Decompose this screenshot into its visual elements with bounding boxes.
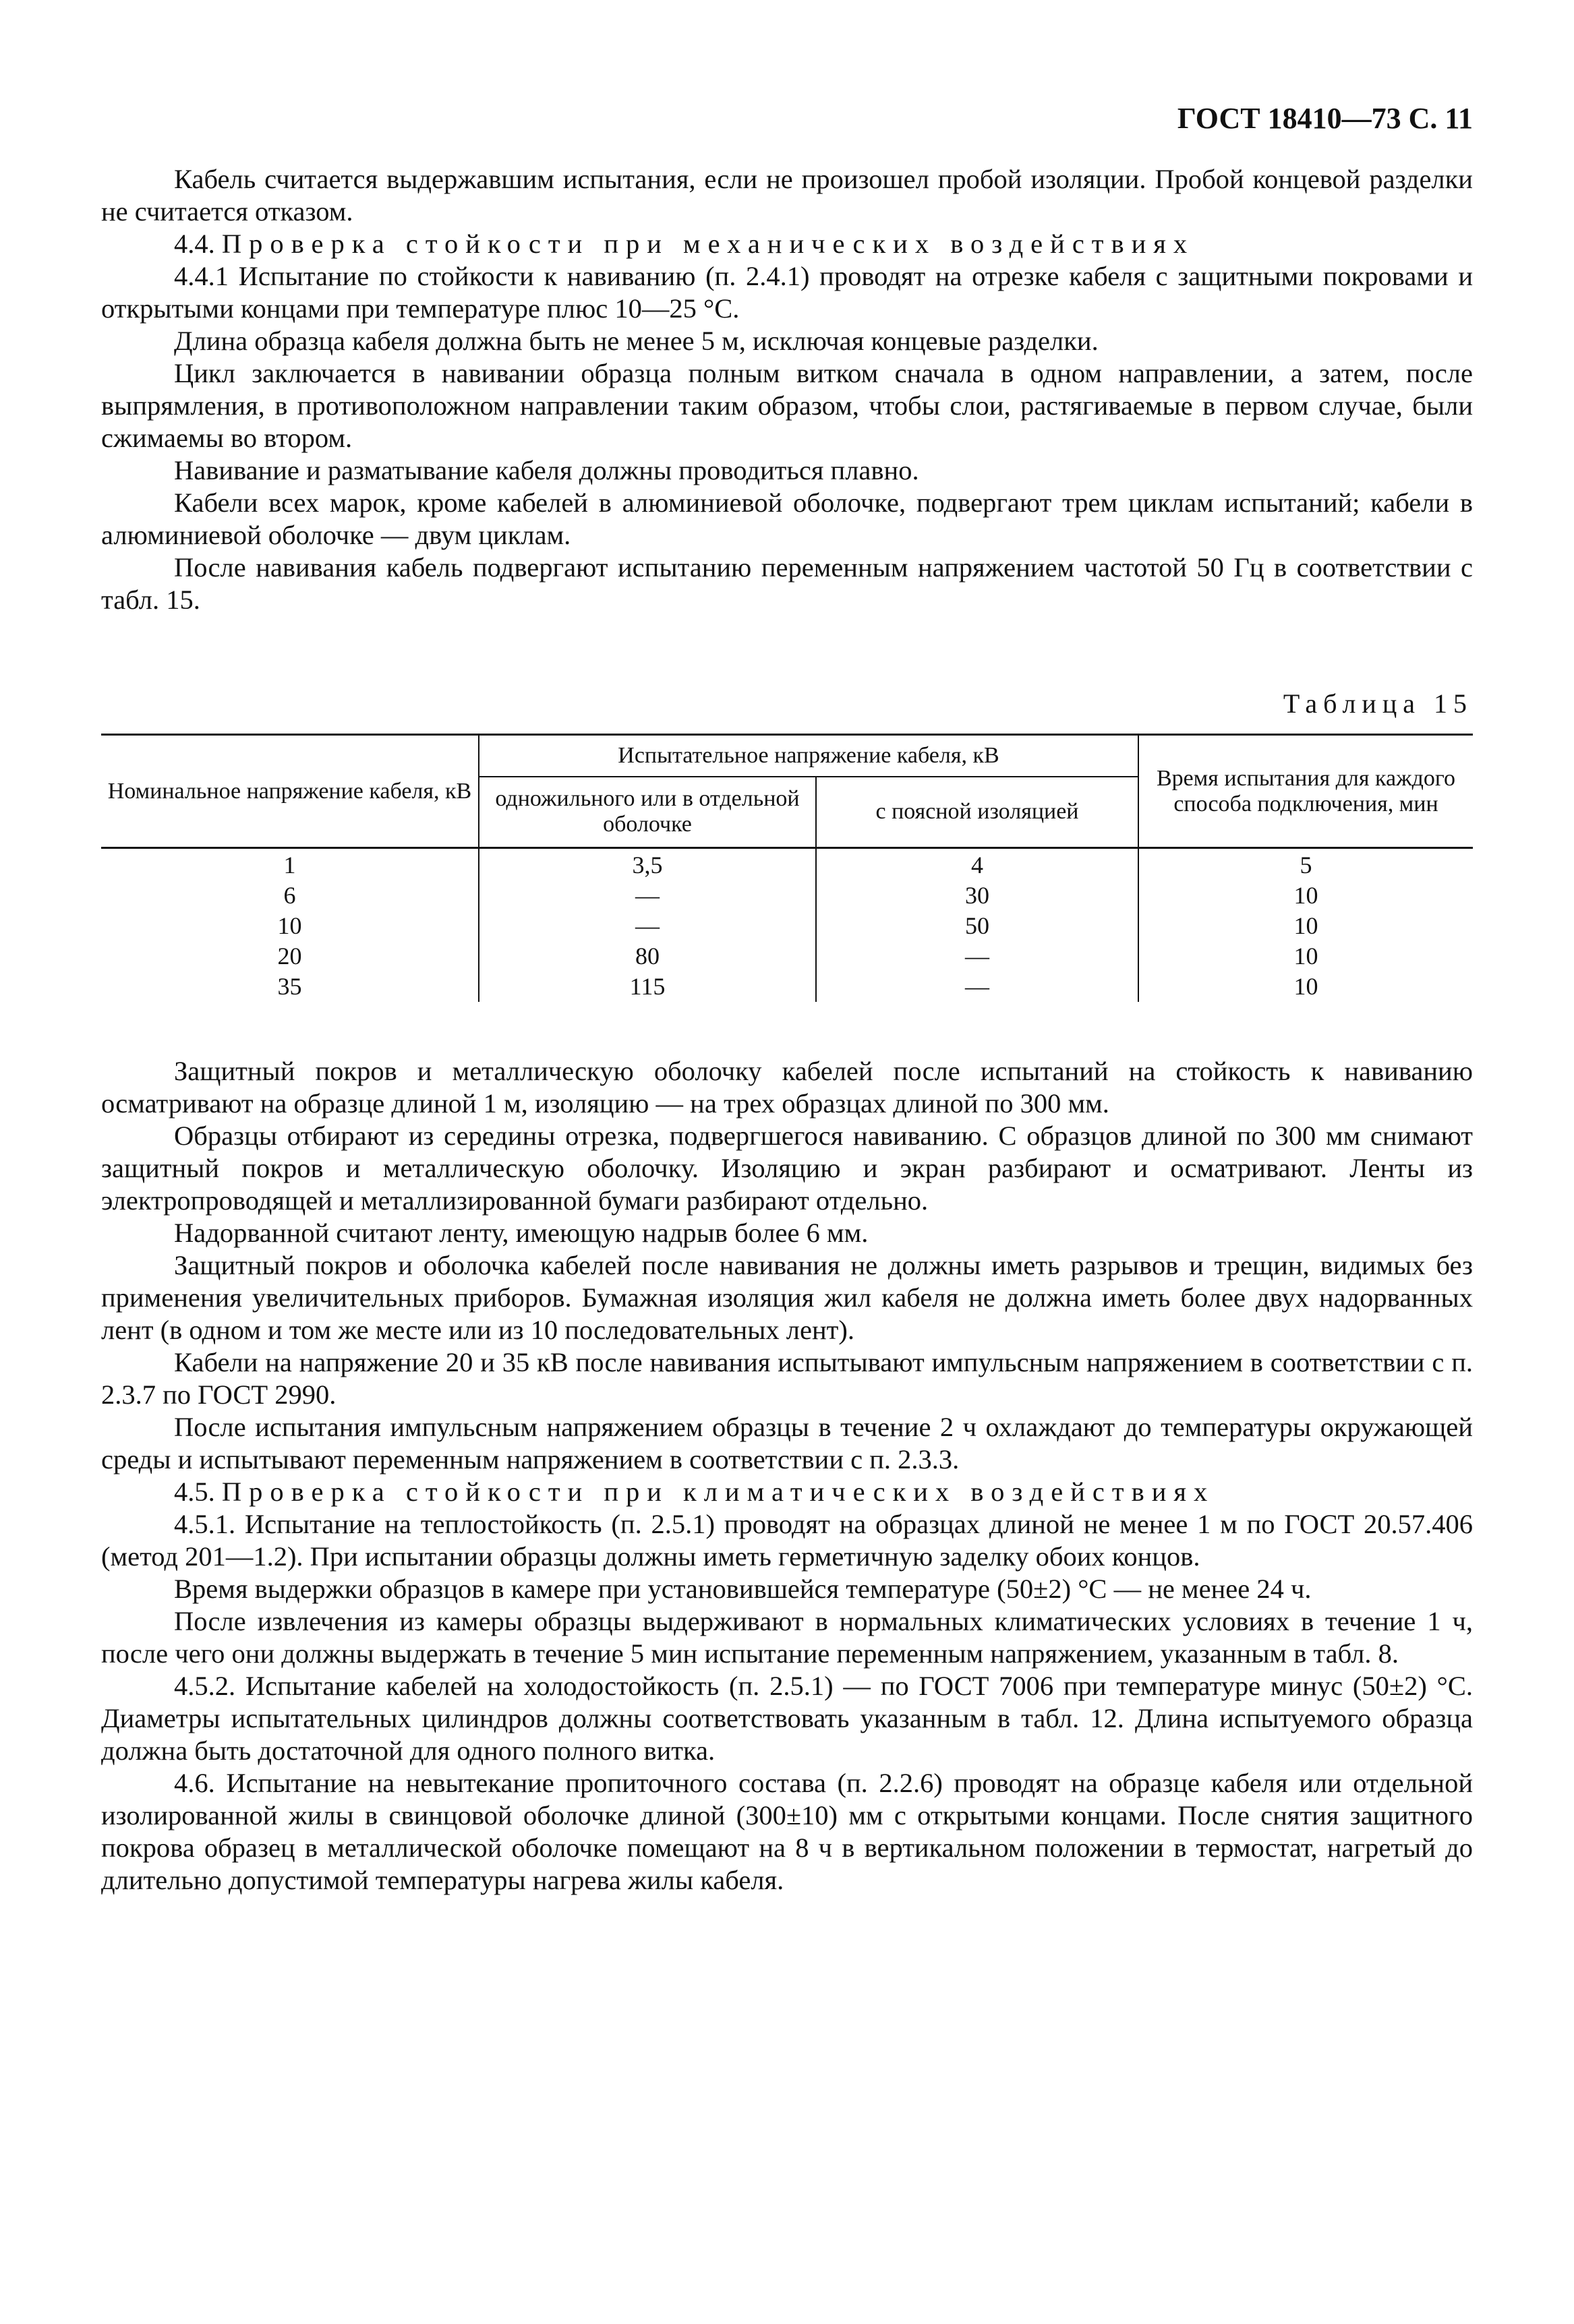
cell-nominal-voltage: 1 xyxy=(101,848,479,881)
table-body xyxy=(101,848,1473,1003)
test-voltage-table xyxy=(101,734,1473,1002)
cell-test-time: 5 xyxy=(1300,852,1312,878)
section-number: 4.4. xyxy=(174,229,215,259)
cell-single-core-voltage: 80 xyxy=(479,941,816,972)
section-heading xyxy=(101,1476,1473,1508)
cell-belt-voltage: 30 xyxy=(816,881,1138,911)
paragraph: Кабель считается выдержавшим испытания, если не произошел пробой изоляции. Пробой концевой разделки не считается отказом. xyxy=(101,164,1473,227)
paragraph: Навивание и разматывание кабеля должны проводиться плавно. xyxy=(174,455,919,485)
cell-single-core-voltage: 3,5 xyxy=(479,848,816,881)
paragraph: Кабели на напряжение 20 и 35 кВ после навивания испытывают импульсным напряжением в соответствии с п. 2.3.7 по ГОСТ 2990. xyxy=(101,1347,1473,1410)
cell-test-time: 10 xyxy=(1293,943,1318,970)
cell-single-core-voltage: — xyxy=(479,881,816,911)
table-row xyxy=(101,911,1473,941)
paragraph: 4.5.2. Испытание кабелей на холодостойкость (п. 2.5.1) — по ГОСТ 7006 при температуре минус (50±2) °С. Диаметры испытательных цилиндров должны соответствовать указанным в табл. 12. Длина испытуемого образца должна быть достаточной для одного полного витка. xyxy=(101,1671,1473,1766)
cell-nominal-voltage: 20 xyxy=(101,941,479,972)
section-title: Проверка стойкости при климатических воздействиях xyxy=(221,1477,1215,1507)
paragraph: 4.4.1 Испытание по стойкости к навиванию (п. 2.4.1) проводят на отрезке кабеля с защитными покровами и открытыми концами при температуре плюс 10—25 °С. xyxy=(101,261,1473,324)
col-nominal-voltage-header: Номинальное напряжение кабеля, кВ xyxy=(101,735,479,848)
col-belt-insulation-header: с поясной изоляцией xyxy=(816,777,1138,848)
paragraph: Защитный покров и оболочка кабелей после навивания не должны иметь разрывов и трещин, видимых без применения увеличительных приборов. Бумажная изоляция жил кабеля не должна иметь более двух надорванных лент (в одном и том же месте или из 10 последовательных лент). xyxy=(101,1250,1473,1345)
body-text-part1 xyxy=(101,163,1473,616)
cell-test-time: 10 xyxy=(1293,882,1318,909)
paragraph: 4.6. Испытание на невытекание пропиточного состава (п. 2.2.6) проводят на образце кабеля или отдельной изолированной жилы в свинцовой оболочке длиной (300±10) мм с открытыми концами. После снятия защитного покрова образец в металлической оболочке помещают на 8 ч в вертикальном положении в термостат, нагретый до длительно допустимой температуры нагрева жилы кабеля. xyxy=(101,1768,1473,1895)
col-test-time-header: Время испытания для каждого способа подключения, мин xyxy=(1138,735,1473,848)
paragraph: Длина образца кабеля должна быть не менее 5 м, исключая концевые разделки. xyxy=(174,326,1099,356)
section-heading xyxy=(101,228,1473,260)
paragraph: Надорванной считают ленту, имеющую надрыв более 6 мм. xyxy=(174,1218,869,1248)
table-row xyxy=(101,848,1473,881)
paragraph: После навивания кабель подвергают испытанию переменным напряжением частотой 50 Гц в соответствии с табл. 15. xyxy=(101,552,1473,615)
section-title: Проверка стойкости при механических воздействиях xyxy=(221,229,1195,259)
cell-nominal-voltage: 6 xyxy=(101,881,479,911)
col-single-core-header: одножильного или в отдельной оболочке xyxy=(479,777,816,848)
cell-test-time: 10 xyxy=(1293,912,1318,939)
paragraph: 4.5.1. Испытание на теплостойкость (п. 2.5.1) проводят на образцах длиной не менее 1 м по ГОСТ 20.57.406 (метод 201—1.2). При испытании образцы должны иметь герметичную заделку обоих концов. xyxy=(101,1509,1473,1572)
cell-single-core-voltage: — xyxy=(479,911,816,941)
paragraph: Цикл заключается в навивании образца полным витком сначала в одном направлении, а затем, после выпрямления, в противоположном направлении таким образом, чтобы слои, растягиваемые в первом случае, были сжимаемы во втором. xyxy=(101,358,1473,453)
paragraph: Защитный покров и металлическую оболочку кабелей после испытаний на стойкость к навиванию осматривают на образце длиной 1 м, изоляцию — на трех образцах длиной по 300 мм. xyxy=(101,1056,1473,1119)
cell-nominal-voltage: 10 xyxy=(101,911,479,941)
cell-test-time: 10 xyxy=(1293,973,1318,1000)
paragraph: После извлечения из камеры образцы выдерживают в нормальных климатических условиях в течение 1 ч, после чего они должны выдержать в течение 5 мин испытание переменным напряжением, указанным в табл. 8. xyxy=(101,1606,1473,1669)
table-row xyxy=(101,881,1473,911)
table-title: Таблица 15 xyxy=(1283,688,1473,719)
document-page xyxy=(101,0,1473,2324)
section-number: 4.5. xyxy=(174,1477,215,1507)
page-header: ГОСТ 18410—73 С. 11 xyxy=(1177,102,1473,135)
col-test-voltage-group-header: Испытательное напряжение кабеля, кВ xyxy=(479,735,1138,777)
paragraph: Кабели всех марок, кроме кабелей в алюминиевой оболочке, подвергают трем циклам испытаний; кабели в алюминиевой оболочке — двум циклам. xyxy=(101,487,1473,550)
cell-belt-voltage: 50 xyxy=(816,911,1138,941)
cell-belt-voltage: — xyxy=(816,941,1138,972)
body-text-part2 xyxy=(101,1055,1473,1897)
cell-single-core-voltage: 115 xyxy=(479,972,816,1002)
cell-belt-voltage: 4 xyxy=(816,848,1138,881)
cell-belt-voltage: — xyxy=(816,972,1138,1002)
paragraph: После испытания импульсным напряжением образцы в течение 2 ч охлаждают до температуры окружающей среды и испытывают переменным напряжением в соответствии с п. 2.3.3. xyxy=(101,1412,1473,1474)
cell-nominal-voltage: 35 xyxy=(101,972,479,1002)
paragraph: Время выдержки образцов в камере при установившейся температуре (50±2) °С — не менее 24 ч. xyxy=(174,1574,1312,1604)
paragraph: Образцы отбирают из середины отрезка, подвергшегося навиванию. С образцов длиной по 300 мм снимают защитный покров и металлическую оболочку. Изоляцию и экран разбирают и осматривают. Ленты из электропроводящей и металлизированной бумаги разбирают отдельно. xyxy=(101,1121,1473,1216)
table-row xyxy=(101,972,1473,1002)
table-row xyxy=(101,941,1473,972)
